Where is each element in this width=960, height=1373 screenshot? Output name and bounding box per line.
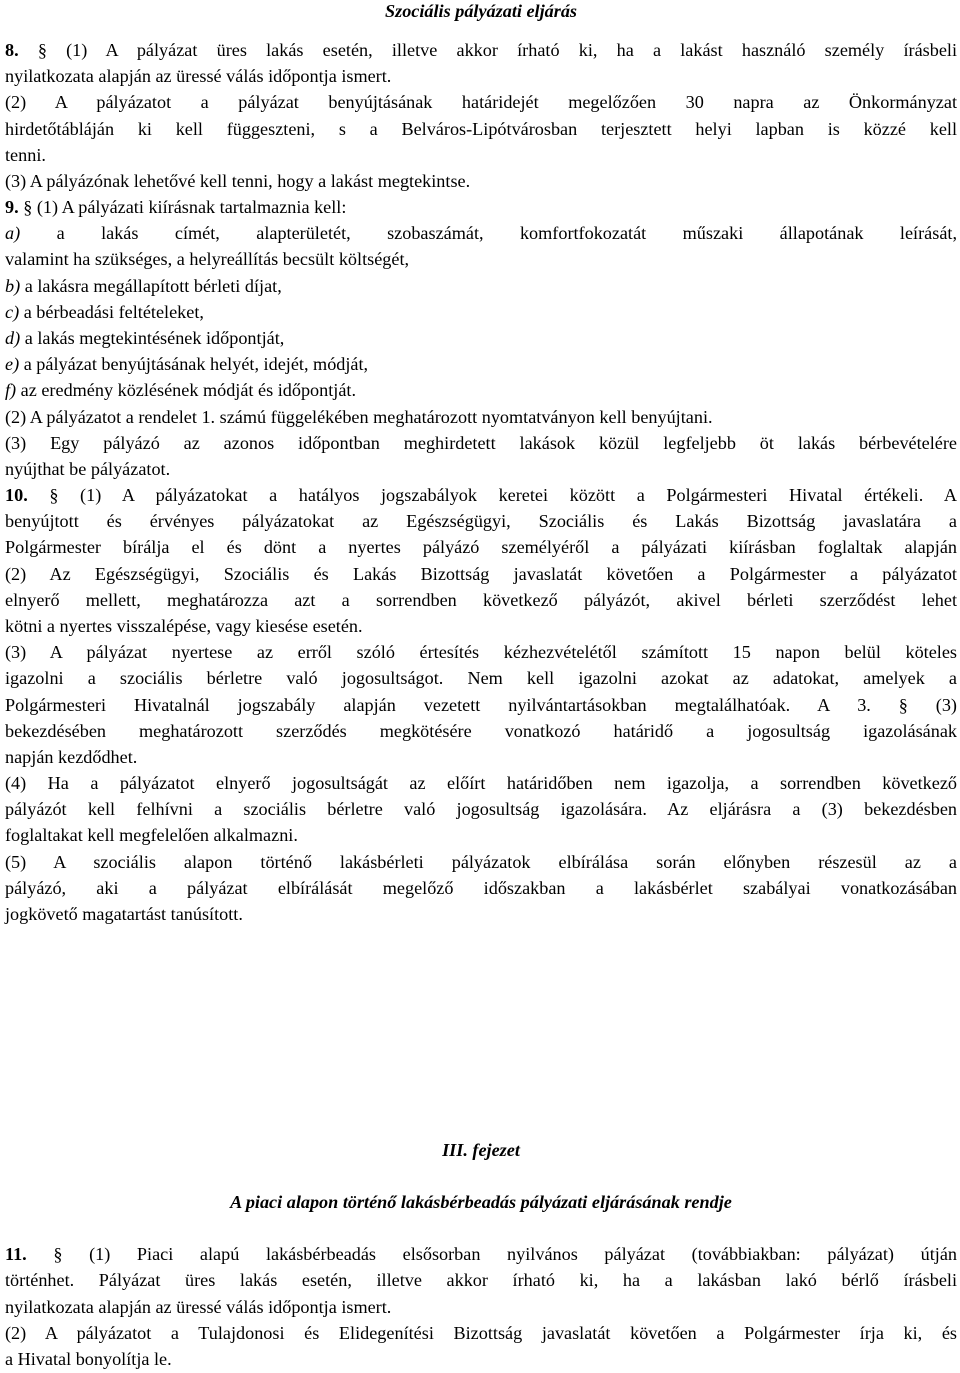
text-run: § (1) A pályázatokat a hatályos jogszabályok keretei között a Polgármesteri Hivatal értékeli. A <box>27 485 957 506</box>
text-line <box>5 718 957 744</box>
text-run: hirdetőtábláján ki kell függeszteni, s a Belváros-Lipótvárosban terjesztett helyi lapban is közzé kell <box>5 118 957 139</box>
text-line <box>5 273 957 299</box>
paragraph-marker: 8. <box>5 40 19 60</box>
section-heading: Szociális pályázati eljárás <box>385 1 577 21</box>
text-run: Polgármester bírálja el és dönt a nyertes pályázó személyéről a pályázati kiírásban foglaltak alapján <box>5 537 957 558</box>
text-run: a lakás megtekintésének időpontját, <box>20 327 285 348</box>
text-line <box>5 168 957 194</box>
text-run: napján kezdődhet. <box>5 746 138 767</box>
text-run: valamint ha szükséges, a helyreállítás becsült költségét, <box>5 249 410 270</box>
text-line <box>5 1294 957 1320</box>
text-run: történhet. Pályázat üres lakás esetén, illetve akkor írható ki, ha a lakásban lakó bérlő írásbeli <box>5 1270 957 1291</box>
text-line <box>5 849 957 875</box>
text-line <box>5 796 957 822</box>
text-line <box>5 692 957 718</box>
text-line <box>5 142 957 168</box>
text-run: (4) Ha a pályázatot elnyerő jogosultságát az előírt határidőben nem igazolja, a sorrendben következő <box>5 773 957 794</box>
paragraph-marker: 10. <box>5 485 28 506</box>
text-line <box>5 430 957 456</box>
text-line <box>5 63 957 89</box>
text-run: (2) Az Egészségügyi, Szociális és Lakás Bizottság javaslatát követően a Polgármester a pályázatot <box>5 563 957 584</box>
text-run: kötni a nyertes visszalépése, vagy kiesése esetén. <box>5 615 363 636</box>
text-run: igazolni a szociális bérletre való jogosultságot. Nem kell igazolni azokat az adatokat, amelyek a <box>5 668 957 689</box>
text-line <box>5 1267 957 1293</box>
text-line <box>5 116 957 142</box>
text-run: (2) A pályázatot a Tulajdonosi és Elidegenítési Bizottság javaslatát követően a Polgármester írja ki, és <box>5 1322 957 1343</box>
text-run: jogkövető magatartást tanúsított. <box>5 903 243 924</box>
text-line <box>5 639 957 665</box>
chapter-title: III. fejezet <box>442 1140 520 1160</box>
text-line <box>5 194 957 220</box>
text-line <box>5 89 957 115</box>
text-line <box>5 377 957 403</box>
text-line <box>5 561 957 587</box>
text-line <box>5 37 957 63</box>
text-line <box>5 246 957 272</box>
text-run: (3) A pályázat nyertese az erről szóló értesítés kézhezvételétől számított 15 napon belül köteles <box>5 642 957 663</box>
text-line <box>5 901 957 927</box>
paragraph-marker: a) <box>5 223 21 244</box>
text-line <box>5 665 957 691</box>
text-run: a pályázat benyújtásának helyét, idejét, módját, <box>19 354 369 375</box>
text-line <box>5 351 957 377</box>
text-run: a Hivatal bonyolítja le. <box>5 1349 172 1369</box>
text-run: pályázó, aki a pályázat elbírálását megelőző időszakban a lakásbérlet szabályai vonatkozásában <box>5 877 957 898</box>
text-line <box>5 299 957 325</box>
text-line <box>5 875 957 901</box>
text-run: benyújtott és érvényes pályázatokat az Egészségügyi, Szociális és Lakás Bizottság javaslatára a <box>5 511 957 532</box>
paragraph-marker: d) <box>5 327 21 348</box>
text-run: § (1) Piaci alapú lakásbérbeadás elsősorban nyilvános pályázat (továbbiakban: pályázat) útján <box>26 1244 957 1264</box>
text-line <box>5 456 957 482</box>
paragraph-marker: f) <box>5 380 17 401</box>
text-run: Polgármesteri Hivatalnál jogszabály alapján vezetett nyilvántartásokban megtalálhatóak. A 3. § (3) <box>5 694 957 715</box>
text-line <box>5 1346 957 1372</box>
paragraph-marker: b) <box>5 275 21 296</box>
text-line <box>5 613 957 639</box>
text-run: (3) A pályázónak lehetővé kell tenni, hogy a lakást megtekintse. <box>5 170 471 191</box>
text-run: nyújthat be pályázatot. <box>5 458 171 479</box>
text-line <box>5 534 957 560</box>
text-run: (2) A pályázatot a rendelet 1. számú függelékében meghatározott nyomtatványon kell benyújtani. <box>5 406 713 427</box>
text-line <box>5 508 957 534</box>
text-run: bekezdésében meghatározott szerződés megkötésére vonatkozó határidő a jogosultság igazolásának <box>5 720 957 741</box>
text-run: § (1) A pályázat üres lakás esetén, illetve akkor írható ki, ha a lakást használó személy írásbeli <box>18 40 957 60</box>
text-line <box>5 744 957 770</box>
text-line <box>5 1320 957 1346</box>
text-line <box>5 1241 957 1267</box>
text-run: a bérbeadási feltételeket, <box>19 301 204 322</box>
paragraph-marker: e) <box>5 354 20 375</box>
text-run: pályázót kell felhívni a szociális bérletre való jogosultság igazolására. Az eljárásra a (3) bekezdésben <box>5 799 957 820</box>
text-run: (5) A szociális alapon történő lakásbérleti pályázatok elbírálása során előnyben részesül az a <box>5 851 957 872</box>
text-line <box>5 770 957 796</box>
text-run: nyilatkozata alapján az üressé válás időpontja ismert. <box>5 66 392 87</box>
text-run: § (1) A pályázati kiírásnak tartalmaznia kell: <box>18 197 347 218</box>
paragraph-marker: c) <box>5 301 20 322</box>
text-line <box>5 822 957 848</box>
text-run: foglaltakat kell megfelelően alkalmazni. <box>5 825 298 846</box>
text-line <box>5 220 957 246</box>
text-run: nyilatkozata alapján az üressé válás időpontja ismert. <box>5 1296 392 1317</box>
text-run: tenni. <box>5 144 46 165</box>
text-run: az eredmény közlésének módját és időpontját. <box>16 380 357 401</box>
text-line <box>5 482 957 508</box>
text-line <box>5 404 957 430</box>
paragraph-marker: 9. <box>5 197 19 218</box>
paragraph-marker: 11. <box>5 1244 27 1264</box>
text-run: a lakás címét, alapterületét, szobaszámát, komfortfokozatát műszaki állapotának leírását, <box>20 223 957 244</box>
text-run: (2) A pályázatot a pályázat benyújtásának határidejét megelőzően 30 napra az Önkormányzat <box>5 92 957 113</box>
text-run: (3) Egy pályázó az azonos időpontban meghirdetett lakások közül legfeljebb öt lakás bérbevételére <box>5 432 957 453</box>
text-line <box>5 325 957 351</box>
text-run: elnyerő mellett, meghatározza azt a sorrendben következő pályázót, akivel bérleti szerződést lehet <box>5 589 957 610</box>
text-run: a lakásra megállapított bérleti díjat, <box>20 275 282 296</box>
chapter-subtitle: A piaci alapon történő lakásbérbeadás pályázati eljárásának rendje <box>230 1192 732 1212</box>
text-line <box>5 587 957 613</box>
